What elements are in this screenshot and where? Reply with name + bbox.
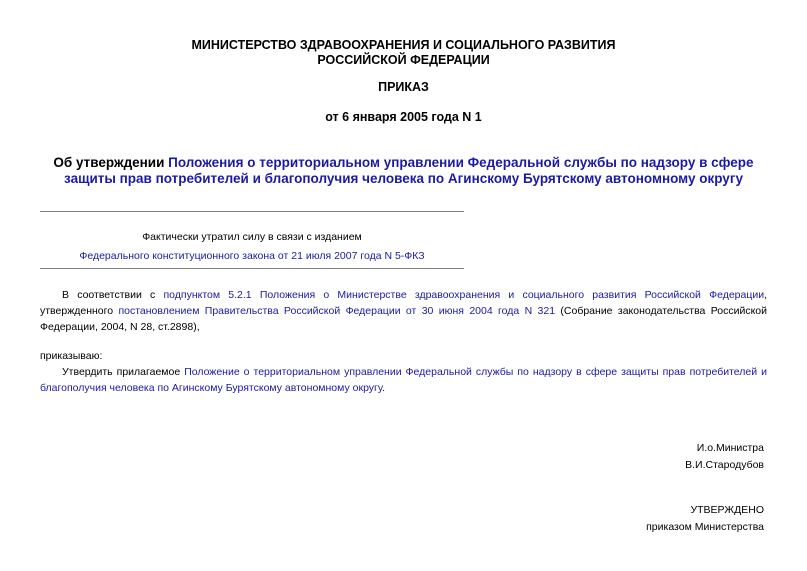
status-law-link[interactable]: Федерального конституционного закона от 21 июля 2007 года N 5-ФКЗ (79, 250, 425, 262)
ministry-title-line2: РОССИЙСКОЙ ФЕДЕРАЦИИ (317, 53, 490, 67)
ministry-title-line1: МИНИСТЕРСТВО ЗДРАВООХРАНЕНИЯ И СОЦИАЛЬНОГО РАЗВИТИЯ (191, 38, 616, 52)
heading-prefix: Об утверждении (53, 155, 169, 170)
signature-role: И.о.Министра (696, 442, 764, 454)
government-decree-link[interactable]: постановлением Правительства Российской Федерации от 30 июня 2004 года N 321 (118, 305, 556, 317)
preamble-prefix: В соответствии с (62, 289, 164, 301)
preamble-middle: , утвержденного (40, 289, 767, 317)
resolution-prefix: Утвердить прилагаемое (62, 366, 185, 378)
document-heading (40, 155, 767, 187)
signature-block (685, 440, 764, 474)
approval-line1: УТВЕРЖДЕНО (690, 504, 764, 516)
status-note-text: Фактически утратил силу в связи с изданием (142, 231, 362, 243)
approval-line2: приказом Министерства (646, 521, 764, 533)
status-top-divider (40, 211, 464, 212)
preamble-suffix: (Собрание законодательства Российской Федерации, 2004, N 28, ст.2898), (40, 305, 768, 333)
subclause-link[interactable]: подпунктом 5.2.1 Положения о Министерстве здравоохранения и социального развития Российской Федерации (163, 289, 765, 301)
document-date: от 6 января 2005 года N 1 (325, 110, 482, 124)
status-note (40, 228, 464, 266)
approval-block (646, 502, 764, 536)
resolution-paragraph (40, 364, 767, 396)
preamble-paragraph (40, 287, 767, 335)
signature-name: В.И.Стародубов (685, 459, 764, 471)
regulation-link[interactable]: Положение о территориальном управлении Федеральной службы по надзору в сфере защиты прав потребителей и благополучия человека по Агинскому Бурятскому автономному округу (40, 366, 767, 394)
heading-regulation-link[interactable]: Положения о территориальном управлении Федеральной службы по надзору в сфере защиты прав потребителей и благополучия человека по Агинскому Бурятскому автономному округу (64, 155, 754, 186)
document-type: ПРИКАЗ (378, 80, 429, 94)
resolution-suffix: . (382, 382, 385, 394)
ministry-title (0, 38, 807, 68)
order-word: приказываю: (40, 350, 103, 362)
status-bottom-divider (40, 268, 464, 269)
